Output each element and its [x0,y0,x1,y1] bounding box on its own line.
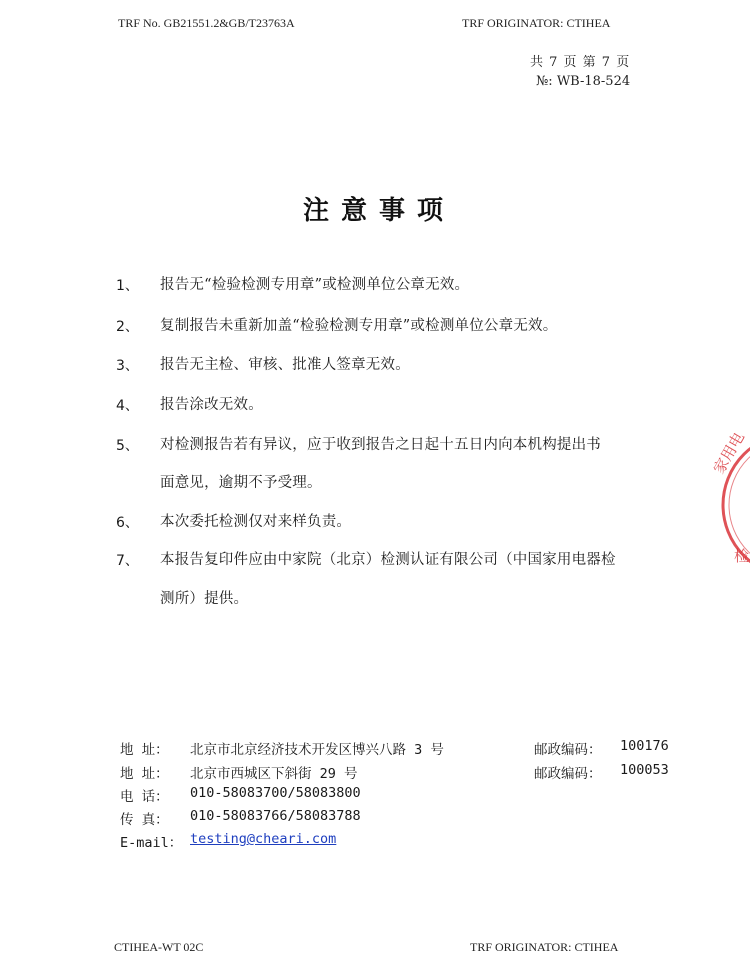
notice-6-text: 本次委托检测仅对来样负责。 [160,514,352,530]
page-count: 共 7 页 第 7 页 [530,55,631,70]
notice-3-text: 报告无主检、审核、批准人签章无效。 [160,357,410,373]
notice-4-number: 4、 [116,398,139,414]
page-title: 注意事项 [303,196,456,226]
email-link[interactable]: testing@cheari.com [190,831,337,847]
postcode-1-label: 邮政编码： [534,742,602,758]
notice-6-number: 6、 [116,515,139,531]
notice-1-number: 1、 [116,278,139,294]
postcode-2-label: 邮政编码： [534,766,602,782]
postcode-2: 100053 [620,762,669,778]
notice-7-text-line-1: 本报告复印件应由中家院（北京）检测认证有限公司（中国家用电器检 [160,552,616,568]
address-2-label: 地 址： [120,766,169,782]
phone-number: 010-58083700/58083800 [190,785,361,801]
phone-label: 电 话： [120,789,169,805]
trf-originator-header: TRF ORIGINATOR: CTIHEA [462,16,611,30]
trf-originator-footer: TRF ORIGINATOR: CTIHEA [470,940,619,954]
notice-2-text: 复制报告未重新加盖“检验检测专用章”或检测单位公章无效。 [160,318,558,334]
fax-label: 传 真： [120,812,169,828]
address-2: 北京市西城区下斜街 29 号 [190,766,358,782]
notice-7-number: 7、 [116,553,139,569]
seal-text-top: 家用电 [709,429,748,477]
form-code: CTIHEA-WT 02C [114,940,204,954]
notice-2-number: 2、 [116,319,139,335]
notice-4-text: 报告涂改无效。 [160,397,263,413]
notice-5-text-line-2: 面意见，逾期不予受理。 [160,475,322,491]
report-number: №: WB-18-524 [536,74,631,89]
trf-number: TRF No. GB21551.2&GB/T23763A [118,16,295,30]
postcode-1: 100176 [620,738,669,754]
notice-3-number: 3、 [116,358,139,374]
email-label: E-mail： [120,835,183,851]
address-1-label: 地 址： [120,742,169,758]
seal-text-side: 检 [734,547,750,565]
notice-5-number: 5、 [116,438,139,454]
address-1: 北京市北京经济技术开发区博兴八路 3 号 [190,742,444,758]
fax-number: 010-58083766/58083788 [190,808,361,824]
official-seal-icon [700,415,750,595]
notice-7-text-line-2: 测所）提供。 [160,591,249,607]
notice-1-text: 报告无“检验检测专用章”或检测单位公章无效。 [160,277,470,293]
notice-5-text-line-1: 对检测报告若有异议，应于收到报告之日起十五日内向本机构提出书 [160,437,601,453]
